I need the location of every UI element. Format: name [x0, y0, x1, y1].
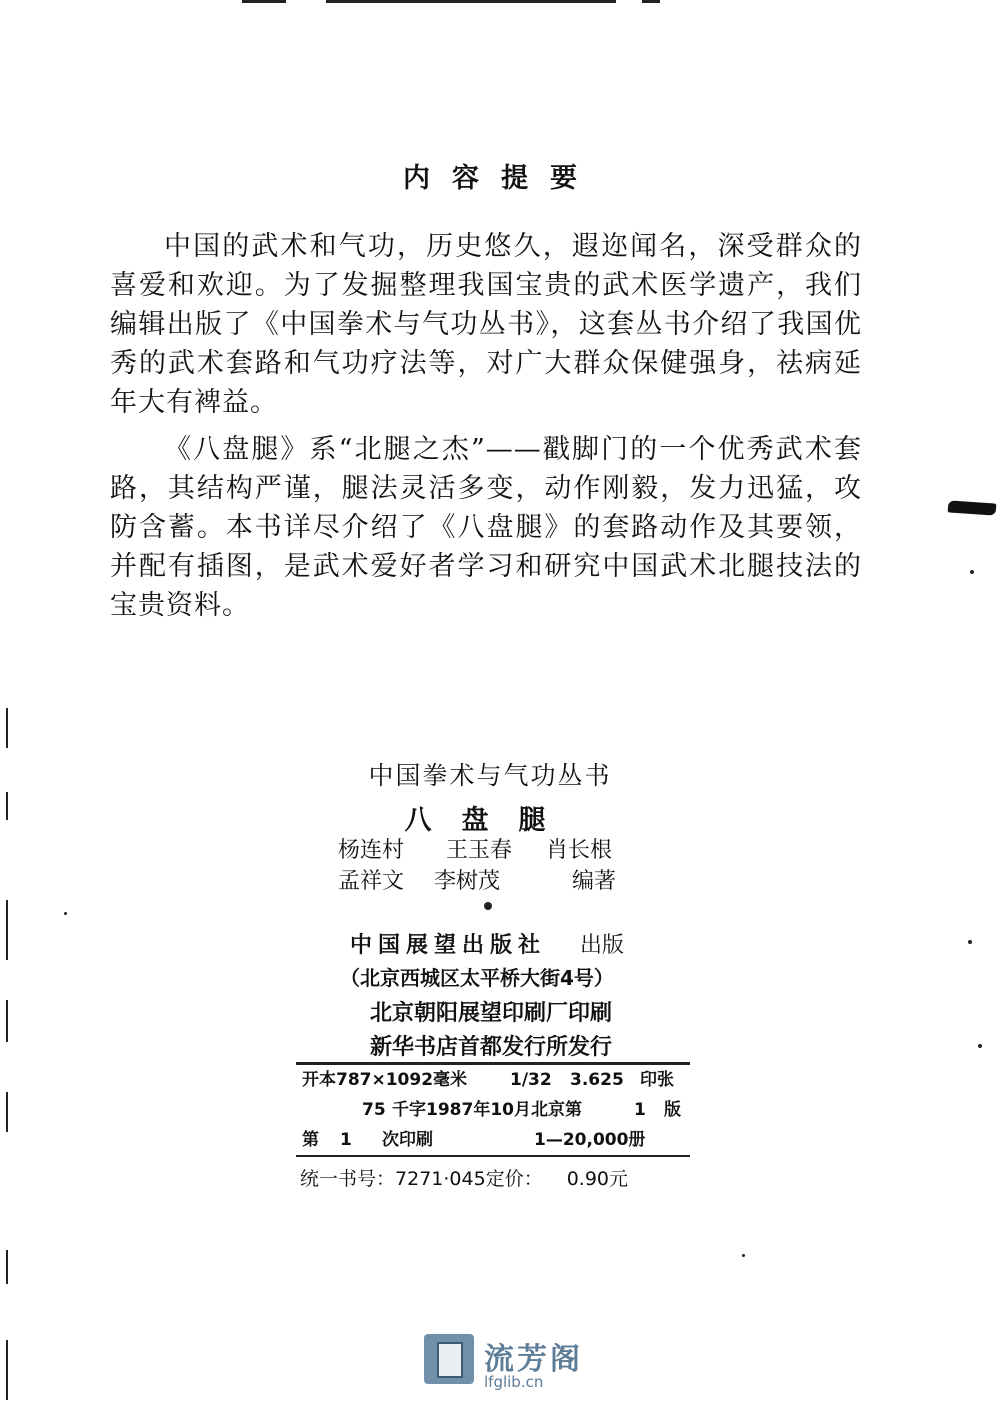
printer-line: 北京朝阳展望印刷厂印刷: [370, 1001, 613, 1026]
print-suffix: 次印刷: [382, 1130, 433, 1150]
colophon-row-edition: [296, 1095, 690, 1125]
scan-artifact-edge: [6, 1250, 8, 1284]
watermark-url: lfglib.cn: [484, 1373, 544, 1391]
print-number: 1: [340, 1130, 352, 1150]
publisher-name: 中国展望出版社: [350, 933, 547, 958]
author-name: 杨连村: [338, 838, 405, 863]
publisher-address: （北京西城区太平桥大街4号）: [340, 966, 614, 990]
scan-smudge: [948, 500, 997, 515]
watermark-name: 流芳阁: [484, 1342, 583, 1377]
word-count: 75: [362, 1100, 386, 1120]
colophon-box: [296, 1062, 690, 1157]
edition-text: 千字1987年10月北京第: [392, 1100, 582, 1120]
author-name: 李树茂: [434, 869, 501, 894]
scan-artifact-line: [642, 0, 660, 3]
series-title: 中国拳术与气功丛书: [368, 761, 612, 790]
watermark-logo-icon: [424, 1334, 474, 1384]
scan-artifact-line: [326, 0, 616, 3]
summary-title: 内容提要: [403, 163, 599, 194]
isbn-line: [300, 1164, 628, 1191]
format-spec: 开本787×1092毫米: [302, 1070, 468, 1090]
separator-dot: [484, 902, 492, 910]
scan-dot: [64, 912, 67, 915]
scan-artifact-edge: [6, 900, 8, 960]
author-name: 肖长根: [546, 838, 613, 863]
price-value: 0.90元: [566, 1168, 629, 1190]
authors-role: 编著: [572, 869, 617, 894]
isbn-value: 7271·045: [395, 1168, 486, 1190]
book-title: 八盘腿: [404, 805, 576, 836]
sheets-unit: 印张: [640, 1070, 674, 1090]
scan-dot: [742, 1254, 745, 1257]
scan-artifact-line: [242, 0, 286, 3]
fold-spec: 1/32: [510, 1070, 552, 1090]
colophon-row-printing: [296, 1125, 690, 1155]
scan-artifact-edge: [6, 708, 8, 748]
sheets-count: 3.625: [570, 1070, 624, 1090]
distributor-line: 新华书店首都发行所发行: [370, 1035, 613, 1060]
scan-dot: [978, 1044, 982, 1048]
scan-artifact-edge: [6, 1340, 8, 1400]
price-label: 定价：: [485, 1168, 543, 1190]
scan-artifact-edge: [6, 1000, 8, 1042]
isbn-label: 统一书号：: [300, 1168, 396, 1190]
scan-dot: [968, 940, 972, 944]
summary-paragraph-2: 《八盘腿》系“北腿之杰”——戳脚门的一个优秀武术套路，其结构严谨，腿法灵活多变，动作刚毅，发力迅猛，攻防含蓄。本书详尽介绍了《八盘腿》的套路动作及其要领，并配有插图，是武术爱好者学习和研究中国武术北腿技法的宝贵资料。: [110, 434, 862, 621]
author-name: 王玉春: [446, 838, 513, 863]
edition-number: 1: [634, 1100, 646, 1120]
publish-label: 出版: [580, 933, 625, 958]
colophon-row-format: [296, 1065, 690, 1095]
edition-unit: 版: [664, 1100, 681, 1120]
summary-paragraph-1: 中国的武术和气功，历史悠久，遐迩闻名，深受群众的喜爱和欢迎。为了发掘整理我国宝贵的武术医学遗产，我们编辑出版了《中国拳术与气功丛书》，这套丛书介绍了我国优秀的武术套路和气功疗法等，对广大群众保健强身，祛病延年大有裨益。: [110, 231, 862, 418]
scan-artifact-edge: [6, 1092, 8, 1132]
scan-dot: [970, 570, 974, 574]
print-prefix: 第: [302, 1130, 319, 1150]
author-name: 孟祥文: [338, 869, 405, 894]
print-run: 1—20,000册: [534, 1130, 646, 1150]
